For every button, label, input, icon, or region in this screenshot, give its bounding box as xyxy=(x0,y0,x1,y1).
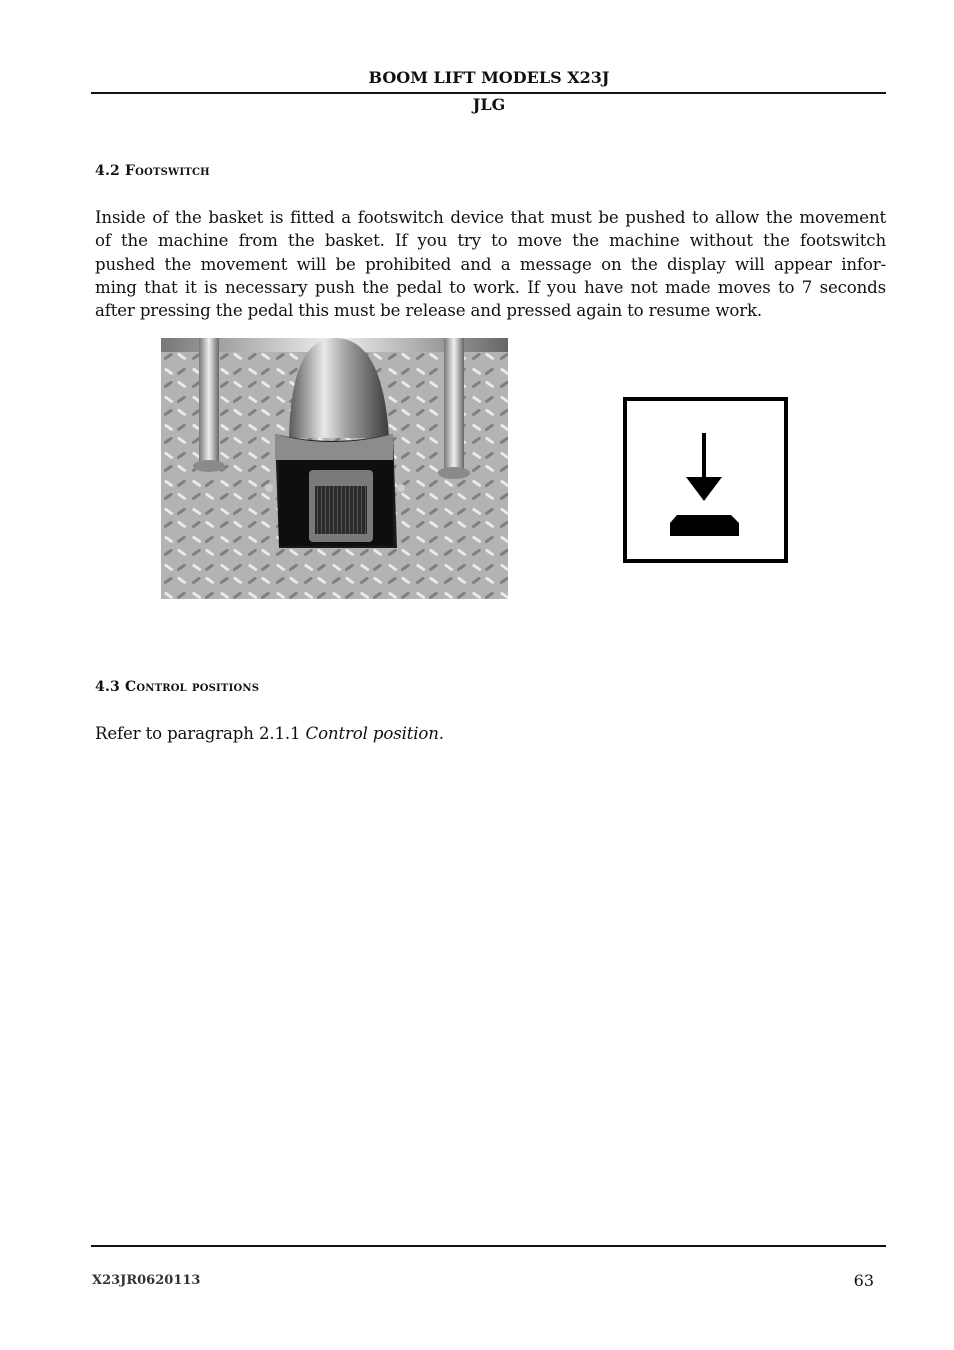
section-heading-control-positions: 4.3 Control positions xyxy=(95,679,260,695)
header-subtitle: JLG xyxy=(472,95,506,114)
section-heading-footswitch: 4.2 Footswitch xyxy=(95,163,210,179)
footswitch-pedal-photo xyxy=(161,338,508,599)
footer-rule xyxy=(91,1245,886,1247)
document-code: X23JR0620113 xyxy=(92,1273,201,1288)
paragraph-line: pushed the movement will be prohibited and a message on the display will appear infor- xyxy=(95,254,886,274)
reference-text: Refer to paragraph 2.1.1 xyxy=(95,724,306,743)
paragraph-line: of the machine from the basket. If you try to move the machine without the footswitch xyxy=(95,231,886,251)
reference-link[interactable]: Control position. xyxy=(305,724,444,743)
footswitch-paragraph xyxy=(95,206,886,322)
paragraph-line: Inside of the basket is fitted a footswitch device that must be pushed to allow the movement xyxy=(95,208,886,227)
control-positions-text xyxy=(95,722,886,745)
header-title: BOOM LIFT MODELS X23J xyxy=(368,68,610,87)
header-rule xyxy=(91,92,886,94)
page-number: 63 xyxy=(853,1271,874,1290)
paragraph-line: after pressing the pedal this must be release and pressed again to resume work. xyxy=(95,301,763,321)
paragraph-line: ming that it is necessary push the pedal to work. If you have not made moves to 7 seconds xyxy=(95,277,886,297)
footswitch-press-symbol xyxy=(623,397,788,563)
